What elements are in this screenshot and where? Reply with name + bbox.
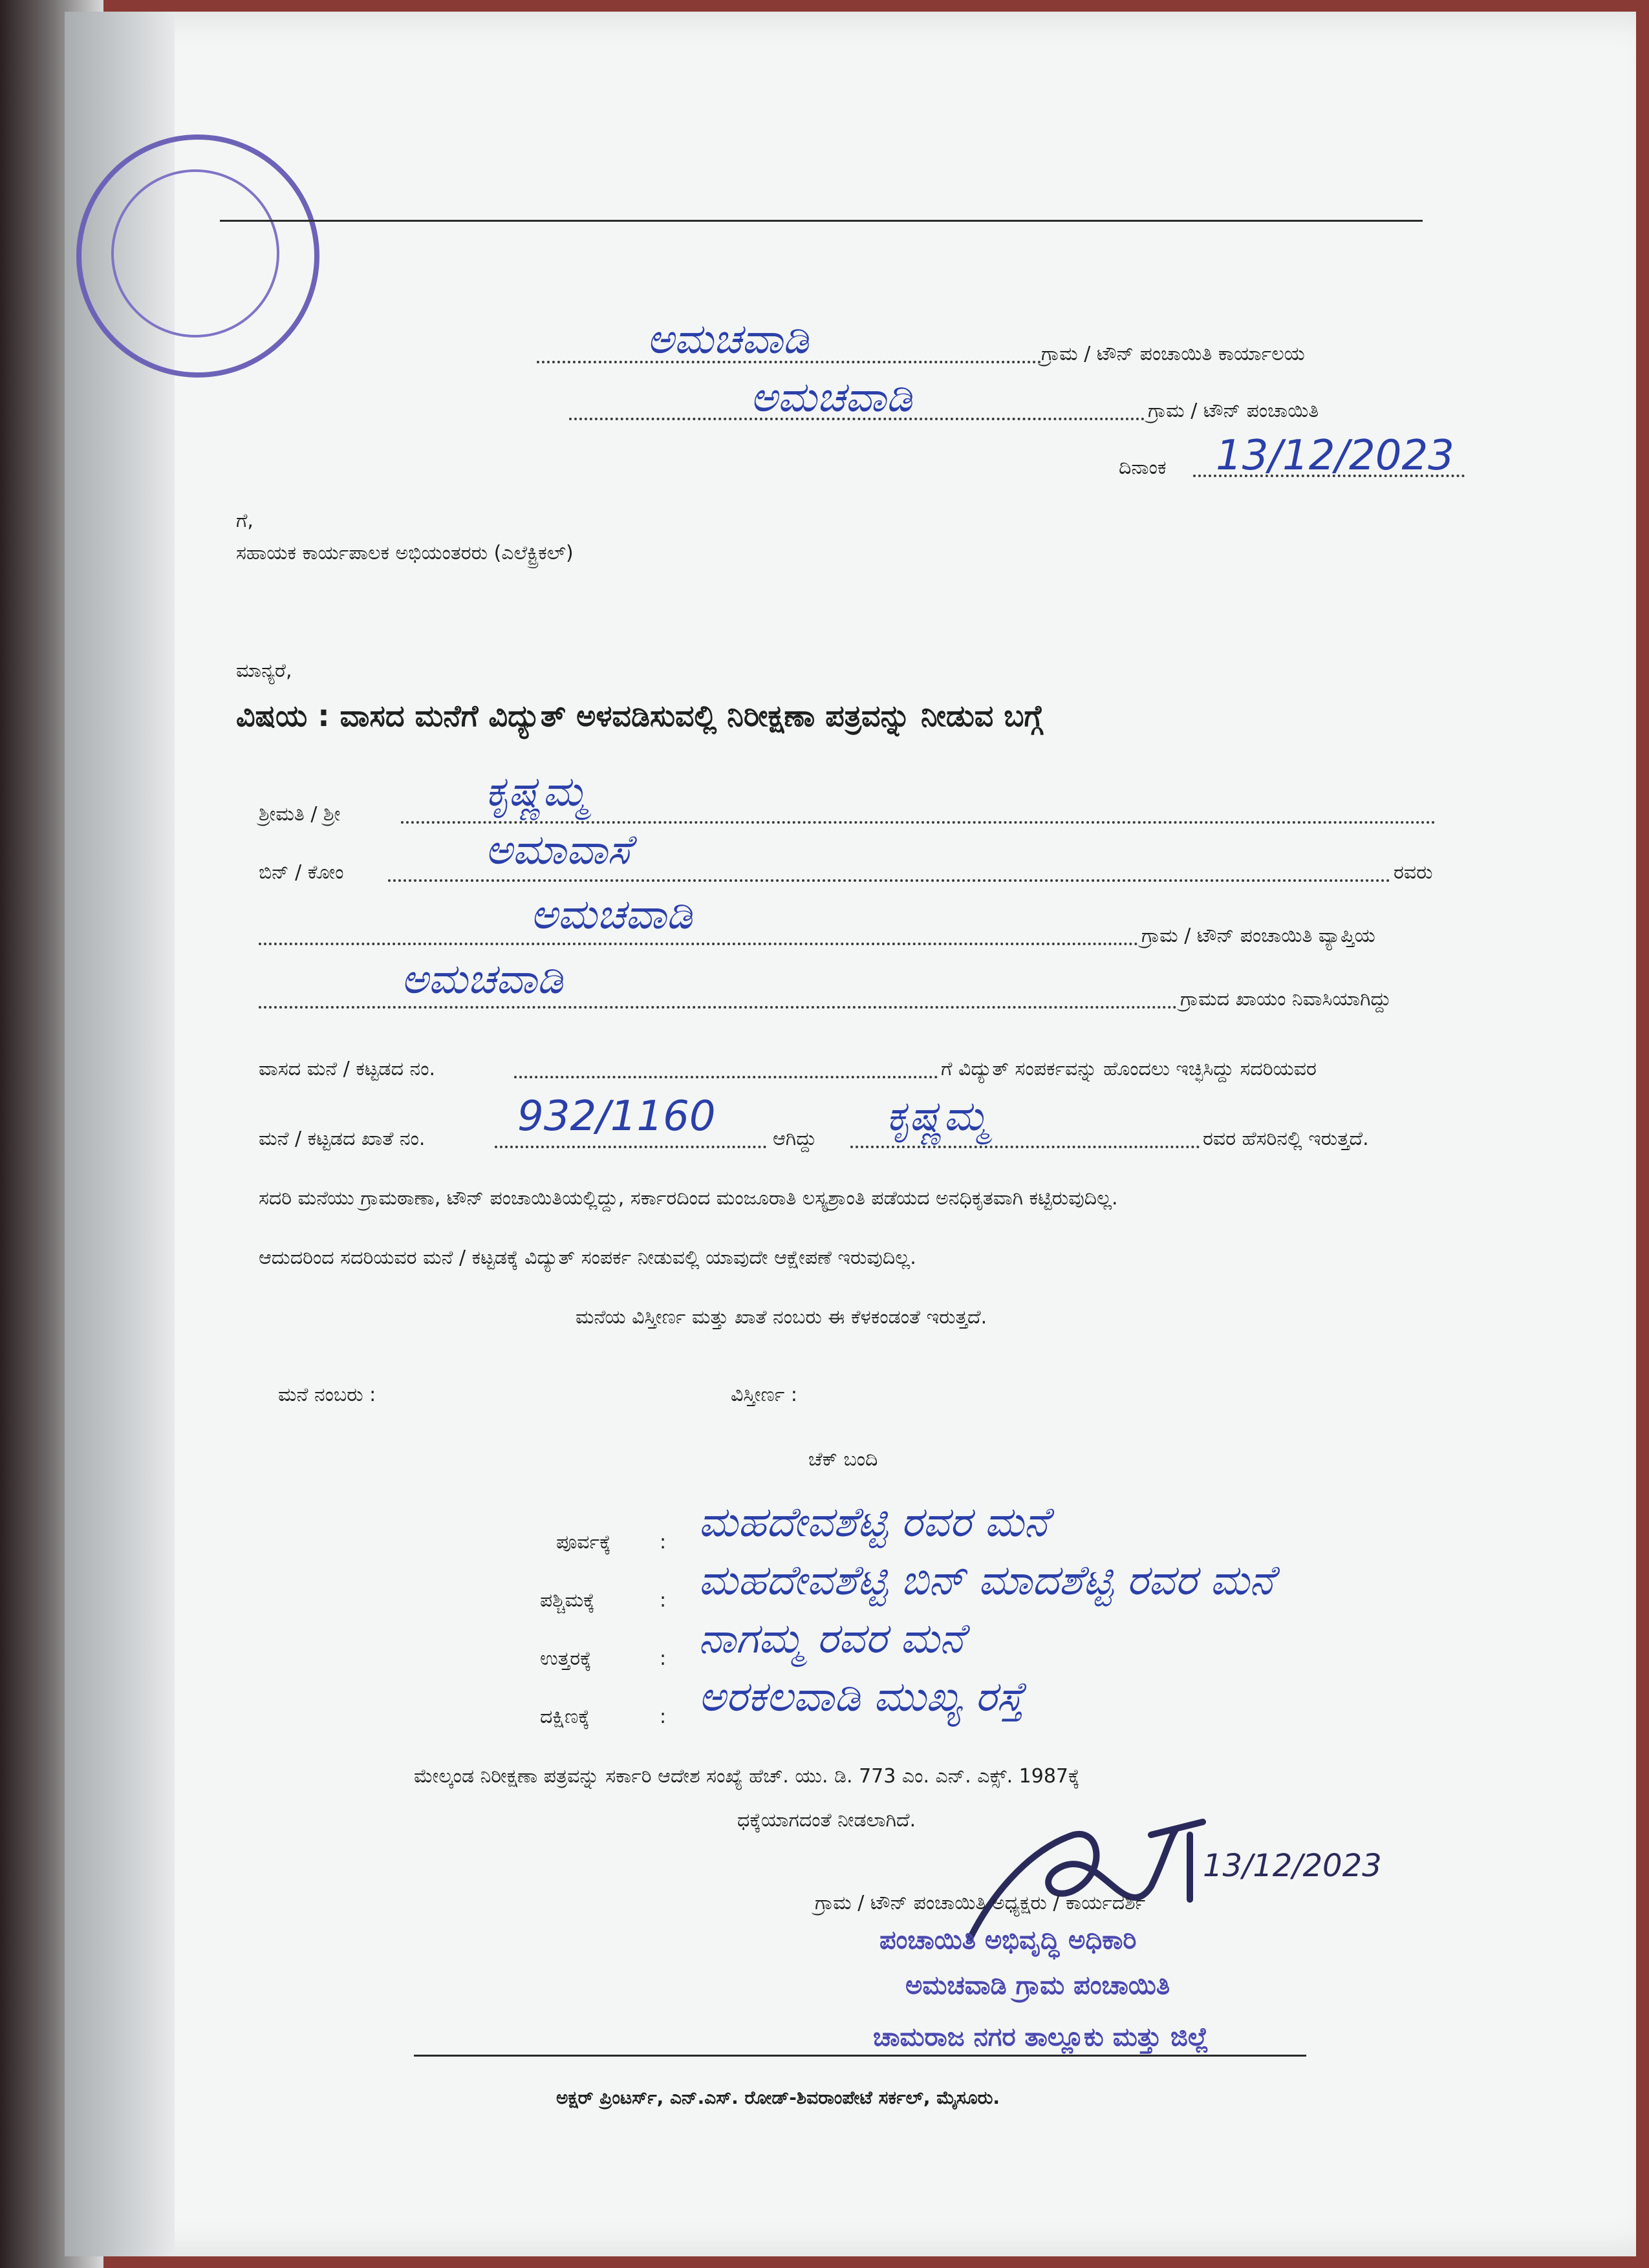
document-page [65,12,1636,2256]
boundary-colon: : [660,1706,667,1728]
addressee-officer: ಸಹಾಯಕ ಕಾರ್ಯಪಾಲಕ ಅಭಿಯಂತರರು (ಎಲೆಕ್ಟ್ರಿಕಲ್) [236,542,574,564]
house-label: ವಾಸದ ಮನೆ / ಕಟ್ಟಡದ ನಂ. [259,1058,436,1080]
khata-mid: ಆಗಿದ್ದು [773,1128,817,1150]
khata-suffix: ರವರ ಹೆಸರಿನಲ್ಲಿ ಇರುತ್ತದೆ. [1203,1128,1369,1150]
boundary-label-south: ದಕ್ಷಿಣಕ್ಕೆ [540,1706,590,1728]
header-panchayat: ಗ್ರಾಮ / ಟೌನ್ ಪಂಚಾಯಿತಿ [1148,400,1319,422]
order-line-1: ಮೇಲ್ಕಂಡ ನಿರೀಕ್ಷಣಾ ಪತ್ರವನ್ನು ಸರ್ಕಾರಿ ಆದೇಶ ಸಂಖ್ಯೆ ಹೆಚ್. ಯು. ಡಿ. 773 ಎಂ. ಎನ್. ಎಕ್ಸ್. 1987ಕ್ಕೆ [414,1765,1080,1788]
subject: ವಿಷಯ : ವಾಸದ ಮನೆಗೆ ವಿದ್ಯುತ್ ಅಳವಡಿಸುವಲ್ಲಿ ನಿರೀಕ್ಷಣಾ ಪತ್ರವನ್ನು ನೀಡುವ ಬಗ್ಗೆ [236,698,1043,733]
stamp-line-2: ಅಮಚವಾಡಿ ಗ್ರಾಮ ಪಂಚಾಯಿತಿ [905,1971,1170,2000]
relation-value: ಅಮಾವಾಸೆ [485,826,631,874]
addressee-to: ಗೆ, [236,509,253,532]
bottom-rule [414,2055,1306,2057]
boundary-colon: : [660,1531,667,1554]
boundary-title: ಚೆಕ್ ಬಂದಿ [808,1448,878,1471]
village2-suffix: ಗ್ರಾಮದ ಖಾಯಂ ನಿವಾಸಿಯಾಗಿದ್ದು [1180,988,1392,1011]
name-label: ಶ್ರೀಮತಿ / ಶ್ರೀ [259,803,341,826]
boundary-colon: : [660,1647,667,1670]
date-label: ದಿನಾಂಕ [1119,456,1167,479]
dots [850,1146,1200,1148]
sign-label: ಗ್ರಾಮ / ಟೌನ್ ಪಂಚಾಯಿತಿ ಅಧ್ಯಕ್ಷರು / ಕಾರ್ಯದರ್ಶಿ [815,1892,1146,1914]
header-village-1: ಅಮಚವಾಡಿ [647,316,809,363]
house-suffix: ಗೆ ವಿದ್ಯುತ್ ಸಂಪರ್ಕವನ್ನು ಹೊಂದಲು ಇಚ್ಛಿಸಿದ್ದು ಸದರಿಯವರ [941,1058,1317,1080]
salutation: ಮಾನ್ಯರೆ, [236,659,292,682]
house-no-label: ಮನೆ ನಂಬರು : [278,1384,376,1406]
boundary-colon: : [660,1589,667,1612]
dots [495,1146,766,1148]
office-seal-inner-ring [111,169,279,337]
dots [388,879,1390,882]
dots [401,821,1436,824]
boundary-label-east: ಪೂರ್ವಕ್ಕೆ [556,1531,611,1554]
khata-value: 932/1160 [517,1093,716,1140]
printer-line: ಅಕ್ಷರ್ ಪ್ರಿಂಟರ್ಸ್, ಎನ್.ಎಸ್. ರೋಡ್-ಶಿವರಾಂಪೇಟೆ ಸರ್ಕಲ್, ಮೈಸೂರು. [556,2087,1000,2108]
stamp-line-1: ಪಂಚಾಯಿತಿ ಅಭಿವೃದ್ಧಿ ಅಧಿಕಾರಿ [879,1925,1137,1955]
stamp-line-3: ಚಾಮರಾಜ ನಗರ ತಾಲ್ಲೂಕು ಮತ್ತು ಜಿಲ್ಲೆ [873,2022,1209,2052]
header-village-2: ಅಮಚವಾಡಿ [750,374,912,422]
relation-label: ಬಿನ್ / ಕೋಂ [259,861,344,884]
office-seal [76,134,319,378]
relation-suffix: ರವರು [1394,861,1433,884]
boundary-value-east: ಮಹದೇವಶೆಟ್ಟಿ ರವರ ಮನೆ [698,1499,1049,1546]
boundary-value-north: ನಾಗಮ್ಮ ರವರ ಮನೆ [698,1615,964,1663]
name-value: ಕೃಷ್ಣಮ್ಮ [485,768,588,816]
sign-date: 13/12/2023 [1203,1848,1382,1884]
boundary-value-south: ಅರಕಲವಾಡಿ ಮುಖ್ಯ ರಸ್ತೆ [698,1673,1024,1721]
village2-value: ಅಮಚವಾಡಿ [401,956,563,1003]
khata-label: ಮನೆ / ಕಟ್ಟಡದ ಖಾತೆ ನಂ. [259,1128,426,1150]
dots [259,943,1138,945]
top-rule [220,220,1423,222]
village-suffix: ಗ್ರಾಮ / ಟೌನ್ ಪಂಚಾಯಿತಿ ವ್ಯಾಪ್ತಿಯ [1141,925,1375,947]
dots [514,1076,938,1078]
boundary-label-north: ಉತ್ತರಕ್ಕೆ [540,1647,592,1670]
order-line-2: ಧಕ್ಕೆಯಾಗದಂತೆ ನೀಡಲಾಗಿದೆ. [737,1809,916,1832]
area-label: ವಿಸ್ತೀರ್ಣ : [731,1384,797,1406]
dots [259,1006,1177,1009]
body-line-a: ಸದರಿ ಮನೆಯು ಗ್ರಾಮಠಾಣಾ, ಟೌನ್ ಪಂಚಾಯಿತಿಯಲ್ಲಿದ್ದು, ಸರ್ಕಾರದಿಂದ ಮಂಜೂರಾತಿ ಲಸ್ಯಶ್ರಾಂತಿ ಪಡೆಯದ ಅನಧಿಕೃತವಾಗಿ ಕಟ್ಟಿರುವುದಿಲ್ಲ. [259,1187,1118,1210]
body-line-c: ಮನೆಯ ವಿಸ್ತೀರ್ಣ ಮತ್ತು ಖಾತೆ ನಂಬರು ಈ ಕೆಳಕಂಡಂತೆ ಇರುತ್ತದೆ. [576,1306,987,1329]
header-office: ಗ್ರಾಮ / ಟೌನ್ ಪಂಚಾಯಿತಿ ಕಾರ್ಯಾಲಯ [1041,343,1305,365]
boundary-value-west: ಮಹದೇವಶೆಟ್ಟಿ ಬಿನ್ ಮಾದಶೆಟ್ಟಿ ರವರ ಮನೆ [698,1557,1275,1605]
date-value: 13/12/2023 [1216,432,1454,480]
boundary-label-west: ಪಶ್ಚಿಮಕ್ಕೆ [540,1589,595,1612]
owner-value: ಕೃಷ್ಣಮ್ಮ [886,1093,989,1140]
body-line-b: ಆದುದರಿಂದ ಸದರಿಯವರ ಮನೆ / ಕಟ್ಟಡಕ್ಕೆ ವಿದ್ಯುತ್ ಸಂಪರ್ಕ ನೀಡುವಲ್ಲಿ ಯಾವುದೇ ಆಕ್ಷೇಪಣೆ ಇರುವುದಿಲ್ಲ. [259,1246,916,1269]
village-value: ಅಮಚವಾಡಿ [530,891,693,939]
